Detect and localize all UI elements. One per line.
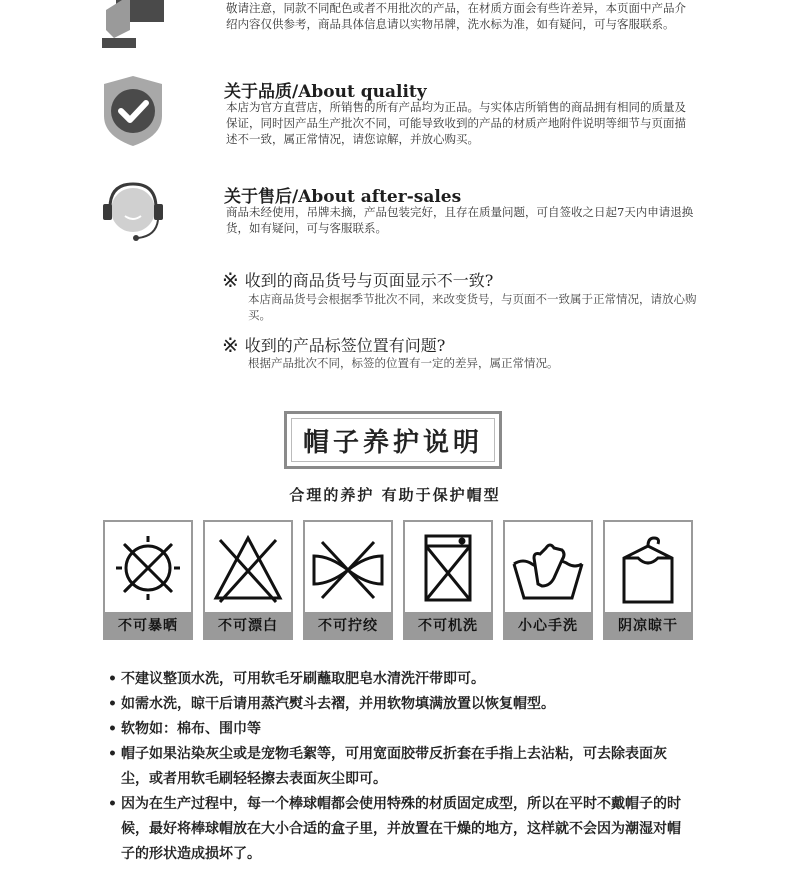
reference-mark-icon: ※ (222, 332, 239, 357)
care-subtitle: 合理的养护 有助于保护帽型 (289, 486, 501, 504)
faq-answer: 本店商品货号会根据季节批次不同，来改变货号，与页面不一致属于正常情况，请放心购买。 (248, 292, 697, 322)
care-symbol-label: 阴凉晾干 (605, 612, 691, 638)
care-symbol-no-sun (103, 520, 193, 640)
instruction-item: • 如需水洗，晾干后请用蒸汽熨斗去褶，并用软物填满放置以恢复帽型。 (108, 692, 688, 717)
care-instructions (108, 667, 688, 867)
care-symbol-no-machine-wash (403, 520, 493, 640)
care-symbol-label: 不可漂白 (205, 612, 291, 638)
care-symbol-no-wring (303, 520, 393, 640)
aftersales-body: 商品未经使用，吊牌未摘，产品包装完好，且存在质量问题，可自签收之日起7天内申请退换货，如有疑问，可与客服联系。 (226, 205, 694, 235)
no-machine-wash-icon (410, 528, 486, 610)
faq-question: 收到的产品标签位置有问题? (244, 336, 446, 355)
care-title-box (284, 411, 502, 469)
care-symbol-label: 不可拧绞 (305, 612, 391, 638)
shade-dry-icon (610, 528, 686, 610)
quality-body: 本店为官方直营店，所销售的所有产品均为正品。与实体店所销售的商品拥有相同的质量及保证，同时因产品生产批次不同，可能导致收到的产品的材质产地附件说明等细节与页面描述不一致，属正常情况，请您谅解，并放心购买。 (226, 100, 686, 146)
care-symbol-no-bleach (203, 520, 293, 640)
headset-icon (100, 178, 166, 248)
hand-card-icon (100, 0, 166, 54)
no-wring-icon (310, 528, 386, 610)
no-sun-icon (110, 528, 186, 610)
quality-title: 关于品质/About quality (224, 82, 427, 102)
faq-item-goods-number (222, 268, 493, 291)
faq-question: 收到的商品货号与页面显示不一致? (244, 271, 494, 290)
instruction-item: • 软物如：棉布、围巾等 (108, 717, 688, 742)
no-bleach-icon (210, 528, 286, 610)
instruction-item: • 帽子如果沾染灰尘或是宠物毛絮等，可用宽面胶带反折套在手指上去沾粘，可去除表面灰尘，或者用软毛刷轻轻擦去表面灰尘即可。 (108, 742, 688, 792)
care-title: 帽子养护说明 (291, 418, 495, 462)
care-symbol-hand-wash (503, 520, 593, 640)
instruction-item: • 因为在生产过程中，每一个棒球帽都会使用特殊的材质固定成型，所以在平时不戴帽子的时候，最好将棒球帽放在大小合适的盒子里，并放置在干燥的地方，这样就不会因为潮湿对帽子的形状造成损坏了。 (108, 792, 688, 867)
reference-mark-icon: ※ (222, 267, 239, 292)
instruction-item: • 不建议整顶水洗，可用软毛牙刷蘸取肥皂水清洗汗带即可。 (108, 667, 688, 692)
care-symbol-label: 小心手洗 (505, 612, 591, 638)
faq-item-label-position (222, 333, 445, 356)
care-symbol-label: 不可机洗 (405, 612, 491, 638)
aftersales-title: 关于售后/About after-sales (224, 187, 462, 207)
care-symbol-label: 不可暴晒 (105, 612, 191, 638)
care-symbol-shade-dry (603, 520, 693, 640)
shield-check-icon (100, 76, 166, 150)
hand-wash-icon (510, 528, 586, 610)
notice-text: 敬请注意，同款不同配色或者不用批次的产品，在材质方面会有些许差异，本页面中产品介绍内容仅供参考，商品具体信息请以实物吊牌，洗水标为准，如有疑问，可与客服联系。 (226, 1, 686, 31)
faq-answer: 根据产品批次不同，标签的位置有一定的差异，属正常情况。 (248, 356, 559, 370)
